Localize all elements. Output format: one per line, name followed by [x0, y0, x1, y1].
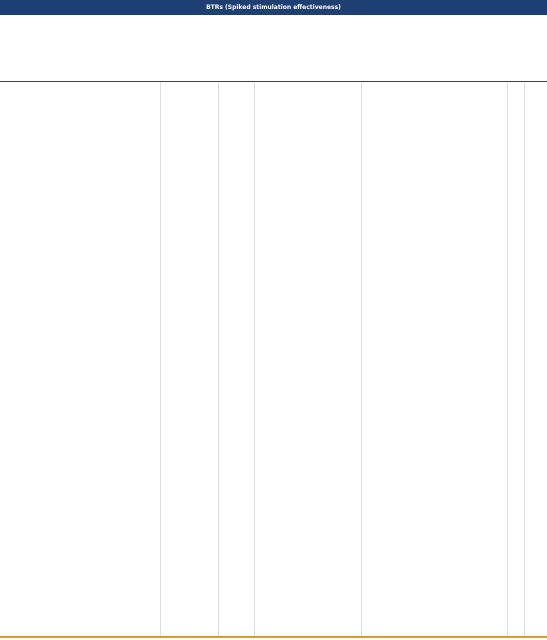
column-divider	[218, 82, 219, 636]
column-divider	[160, 82, 161, 636]
table-header	[0, 15, 547, 82]
column-divider	[507, 82, 508, 636]
column-divider	[361, 82, 362, 636]
column-divider	[524, 82, 525, 636]
document-title: BTRs (Spiked stimulation effectiveness)	[0, 0, 547, 15]
column-divider	[254, 82, 255, 636]
footer-rule	[0, 636, 547, 638]
